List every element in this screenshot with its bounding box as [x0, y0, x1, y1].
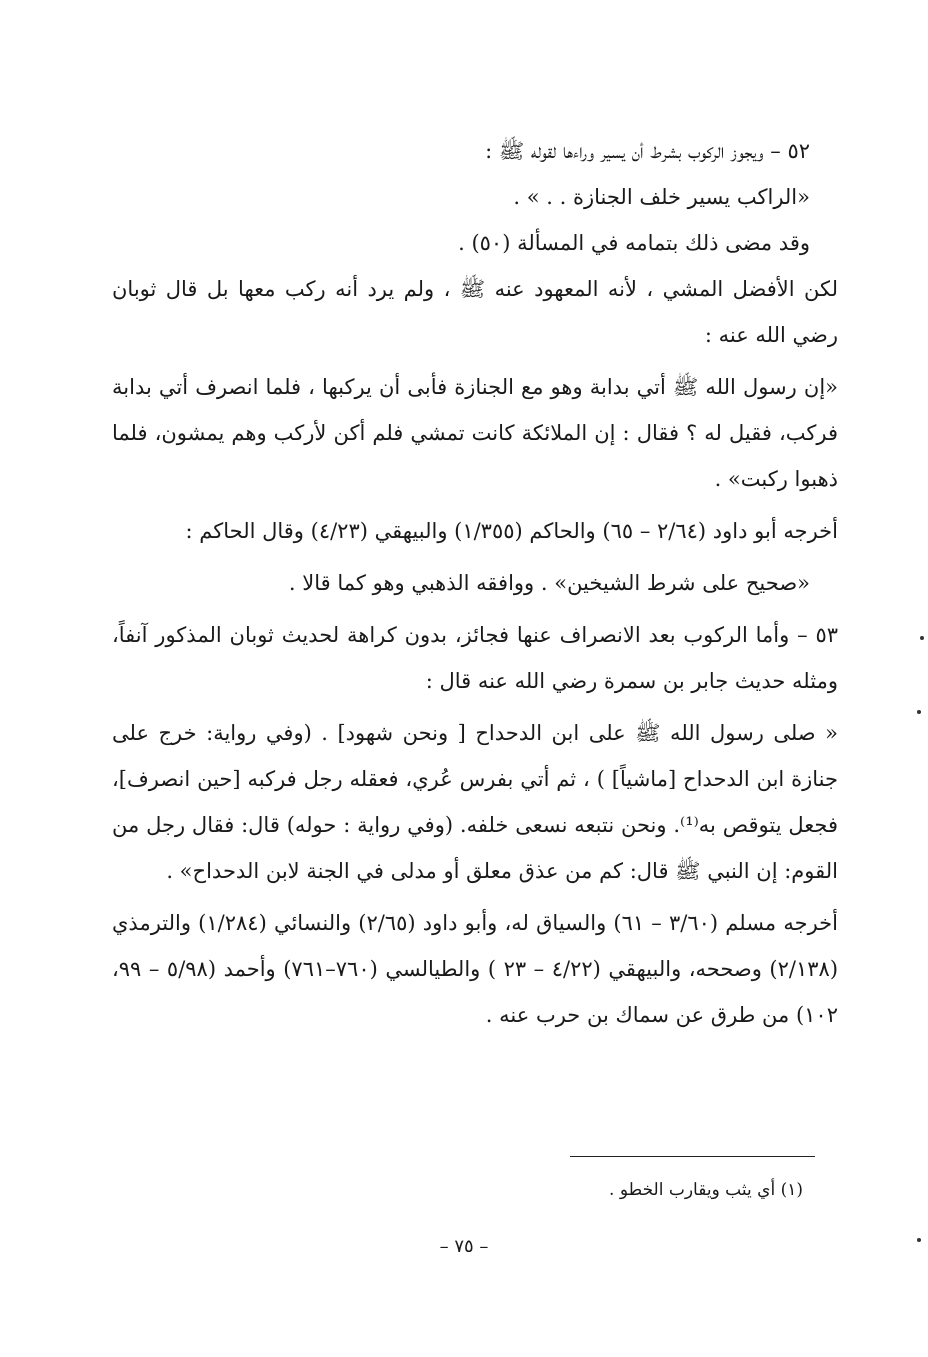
scan-mark — [917, 710, 921, 714]
hadith-grading: «صحيح على شرط الشيخين» . ووافقه الذهبي وهو كما قالا . — [288, 571, 810, 595]
footnote-divider — [570, 1156, 815, 1157]
hadith-quote: «الراكب يسير خلف الجنازة . . » . — [513, 185, 810, 209]
takhrij-note: أخرجه أبو داود (٢/٦٤ – ٦٥) والحاكم (١/٣٥٥) والبيهقي (٤/٢٣) وقال الحاكم : — [185, 519, 838, 543]
paragraph-53: ٥٣ – وأما الركوب بعد الانصراف عنها فجائز، بدون كراهة لحديث ثوبان المذكور آنفاً، ومثله حديث جابر بن سمرة رضي الله عنه قال : — [112, 623, 838, 693]
hadith-quote: «إن رسول الله ﷺ أتي بدابة وهو مع الجنازة فأبى أن يركبها ، فلما انصرف أتي بدابة فركب، فقيل له ؟ فقال : إن الملائكة كانت تمشي فلم أكن لأركب وهم يمشون، فلما ذهبوا ركبت» . — [112, 375, 838, 491]
scan-mark — [917, 1238, 921, 1242]
page-number: – ٧٥ – — [439, 1236, 489, 1257]
main-text — [112, 128, 838, 1038]
scan-mark — [920, 636, 924, 640]
reference-note: وقد مضى ذلك بتمامه في المسألة (٥٠) . — [458, 231, 810, 255]
footnote: (١) أي يثب ويقارب الخطو . — [609, 1180, 803, 1200]
paragraph-text: لكن الأفضل المشي ، لأنه المعهود عنه ﷺ ، ولم يرد أنه ركب معها بل قال ثوبان رضي الله عنه : — [112, 277, 838, 347]
takhrij-note: أخرجه مسلم (٣/٦٠ – ٦١) والسياق له، وأبو داود (٢/٦٥) والنسائي (١/٢٨٤) والترمذي (٢/١٣٨) وصححه، والبيهقي (٤/٢٢ – ٢٣ ) والطيالسي (٧٦٠–٧٦١) وأحمد (٥/٩٨ – ٩٩، ١٠٢) من طرق عن سماك بن حرب عنه . — [112, 911, 839, 1027]
paragraph-52: ٥٢ – ويجوز الركوب بشرط أن يسير وراءها لقوله ﷺ : — [485, 139, 810, 163]
hadith-quote: « صلى رسول الله ﷺ على ابن الدحداح [ ونحن شهود] . (وفي رواية: خرج على جنازة ابن الدحداح [ماشياً] ) ، ثم أتي بفرس عُري، فعقله رجل فركبه [حين انصرف]، فجعل يتوقص به⁽¹⁾. ونحن نتبعه نسعى خلفه. (وفي رواية : حوله) قال: فقال رجل من القوم: إن النبي ﷺ قال: كم من عذق معلق أو مدلى في الجنة لابن الدحداح» . — [112, 721, 838, 883]
